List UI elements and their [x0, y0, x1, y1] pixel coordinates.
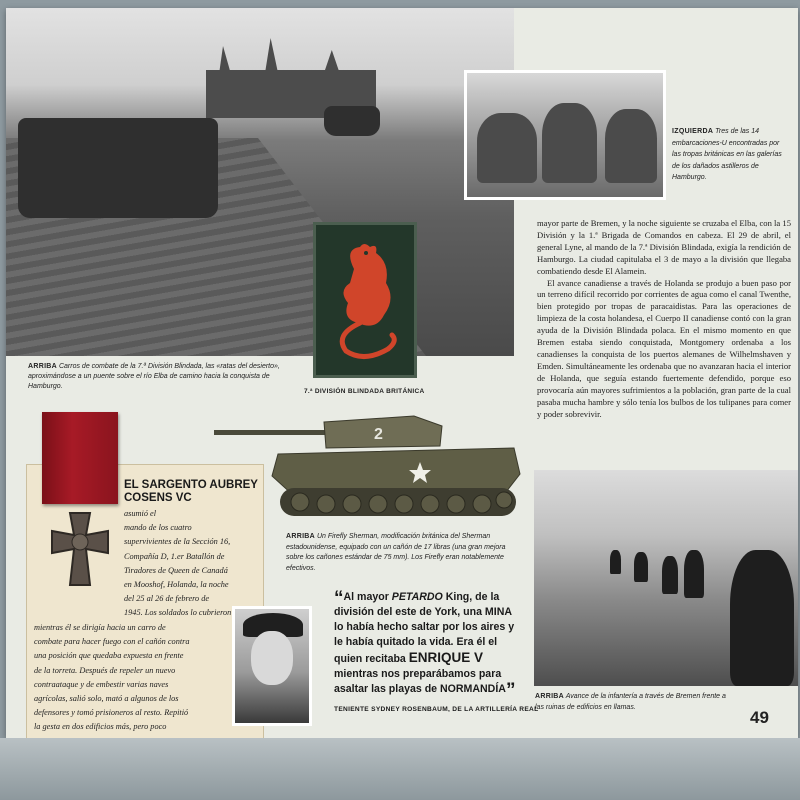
caption-lead: ARRIBA — [535, 693, 565, 700]
quote-text: King, de la división del este de York, una — [334, 591, 500, 618]
body-paragraph: El avance canadiense a través de Holanda se produjo a buen paso por un terreno difícil recorrido por corrientes de agua como el canal Twenthe, bien protegido por tropas de paracaidistas. Para las operaciones de limpieza de la costa holandesa, el Cuerpo II canadiense contó con la gran ayuda de la División Blindada polaca. En el mismo momento en que Bremen estaba siendo conquistada, Montgomery ordenaba a los canadienses la conquista de los puertos alemanes de Wilhelmshaven y Emden. Simultáneamente les ordenaba que no avanzaran hacia el interior de Holanda, que seguía estando fuertemente defendido, porque eso provocaría aún mayores sufrimientos a la población, gran parte de la cual pasaba mucha hambre y sólo tenía los bulbos de los tulipanes para comer y poder sobrevivir. — [537, 277, 791, 419]
bio-line: defensores y tomó prisioneros al resto. Repitió — [34, 708, 189, 718]
caption-text: Tres de las 14 embarcaciones-U encontradas por las tropas británicas en las galerías de los dañados astilleros de Hamburgo. — [672, 128, 782, 181]
bio-line: 1945. Los soldados lo cubrieron — [124, 608, 232, 618]
bio-line: de la torreta. Después de repeler un nuevo — [34, 665, 176, 675]
caption-text: Un Firefly Sherman, modificación británica del Sherman estadounidense, equipado con un cañón de 17 libras (una gran mejora sobre los cañones estándar de 75 mm). Los Firefly eran notablemente efectivos. — [286, 533, 506, 572]
bio-line: supervivientes de la Sección 16, — [124, 537, 231, 547]
bio-line: Compañía D, 1.er Batallón de — [124, 551, 225, 561]
bio-line: asumió el — [124, 509, 157, 518]
victoria-cross-icon — [44, 513, 116, 585]
bio-line: combate para hacer fuego con el cañón contra — [34, 637, 190, 647]
quote-emphasis: NORMANDÍA — [440, 683, 506, 695]
portrait-face — [251, 631, 293, 685]
soldier — [662, 556, 678, 594]
bio-line: una posición que quedaba expuesta en frente — [34, 651, 184, 661]
bio-line: Tiradores de Queen de Canadá — [124, 565, 228, 575]
tank-number: 2 — [374, 426, 383, 443]
soldier — [634, 552, 648, 582]
bio-line: agrícolas, salió solo, mató a algunos de los — [34, 694, 179, 704]
tanks-bridge-photo — [6, 8, 514, 356]
medal-ribbon — [42, 412, 118, 504]
quote-emphasis: PETARDO — [391, 591, 443, 603]
caption-lead: ARRIBA — [28, 363, 58, 370]
quote-text: lo había hecho saltar por los aires y le había quitado la vida. Era él el quien recitaba — [334, 621, 515, 665]
article-body — [537, 218, 791, 420]
soldier — [684, 550, 704, 598]
bio-line: mientras él se dirigía hacia un carro de — [34, 623, 166, 632]
uboat-hull-1 — [477, 113, 537, 183]
infantry-photo — [534, 470, 798, 686]
bio-line: mando de los cuatro — [124, 523, 192, 533]
quote-emphasis: MINA — [484, 606, 512, 618]
quote-close-mark: ” — [505, 680, 516, 701]
bio-rest — [34, 621, 234, 749]
firefly-caption — [286, 532, 514, 574]
desert-rat-icon — [324, 239, 408, 365]
bio-line: en Mooshof, Holanda, la noche — [124, 580, 229, 590]
tank-background — [324, 106, 380, 136]
shipyard-caption — [672, 126, 782, 184]
background-surface — [0, 738, 800, 800]
uboat-hull-2 — [542, 103, 597, 183]
tank-foreground — [18, 118, 218, 218]
quote-emphasis: ENRIQUE V — [408, 650, 484, 665]
quote-author: TENIENTE SYDNEY ROSENBAUM, DE LA ARTILLERÍA REAL — [334, 706, 539, 713]
body-paragraph: mayor parte de Bremen, y la noche siguiente se cruzaba el Elba, con la 15 División y la 1.ª Brigada de Comandos en cabeza. El 29 de abril, el general Lyne, al mando de la 7.ª División Blindada, exigía la rendición de Hamburgo. La ciudad capitulaba el 3 de mayo a la división que llegaba combatiendo desde El Alamein. — [537, 218, 791, 276]
quote-open-mark: “ — [334, 588, 344, 609]
soldier-foreground — [730, 550, 794, 686]
caption-lead: IZQUIERDA — [672, 128, 714, 135]
uboat-hull-3 — [605, 109, 657, 183]
bio-line: contraataque y de embestir varias naves — [34, 679, 169, 689]
caption-text: Carros de combate de la 7.ª División Blindada, las «ratas del desierto», aproximándose a un puente sobre el río Elba de camino hacia la conquista de Hamburgo. — [28, 363, 280, 390]
quote-text: mientras nos preparábamos para asaltar las playas de — [334, 668, 502, 695]
soldier — [610, 550, 621, 574]
quote-text: Al mayor — [343, 591, 392, 603]
bio-title: EL SARGENTO AUBREY COSENS VC — [124, 479, 258, 504]
firefly-tank-illustration — [214, 404, 524, 528]
bio-line: la gesta en dos edificios más, pero poco — [34, 722, 167, 732]
soldier-portrait — [232, 606, 312, 726]
top-caption — [28, 362, 298, 392]
shipyard-photo — [464, 70, 666, 200]
caption-lead: ARRIBA — [286, 533, 316, 540]
infantry-caption — [535, 691, 735, 713]
patch-label: 7.ª DIVISIÓN BLINDADA BRITÁNICA — [304, 388, 425, 395]
division-patch — [313, 222, 417, 378]
caption-text: Avance de la infantería a través de Bremen frente a las ruinas de edificios en llamas. — [535, 693, 726, 711]
page-number: 49 — [750, 708, 769, 727]
bio-line: del 25 al 26 de febrero de — [124, 594, 210, 604]
pull-quote — [334, 588, 519, 701]
book-page — [6, 8, 798, 738]
